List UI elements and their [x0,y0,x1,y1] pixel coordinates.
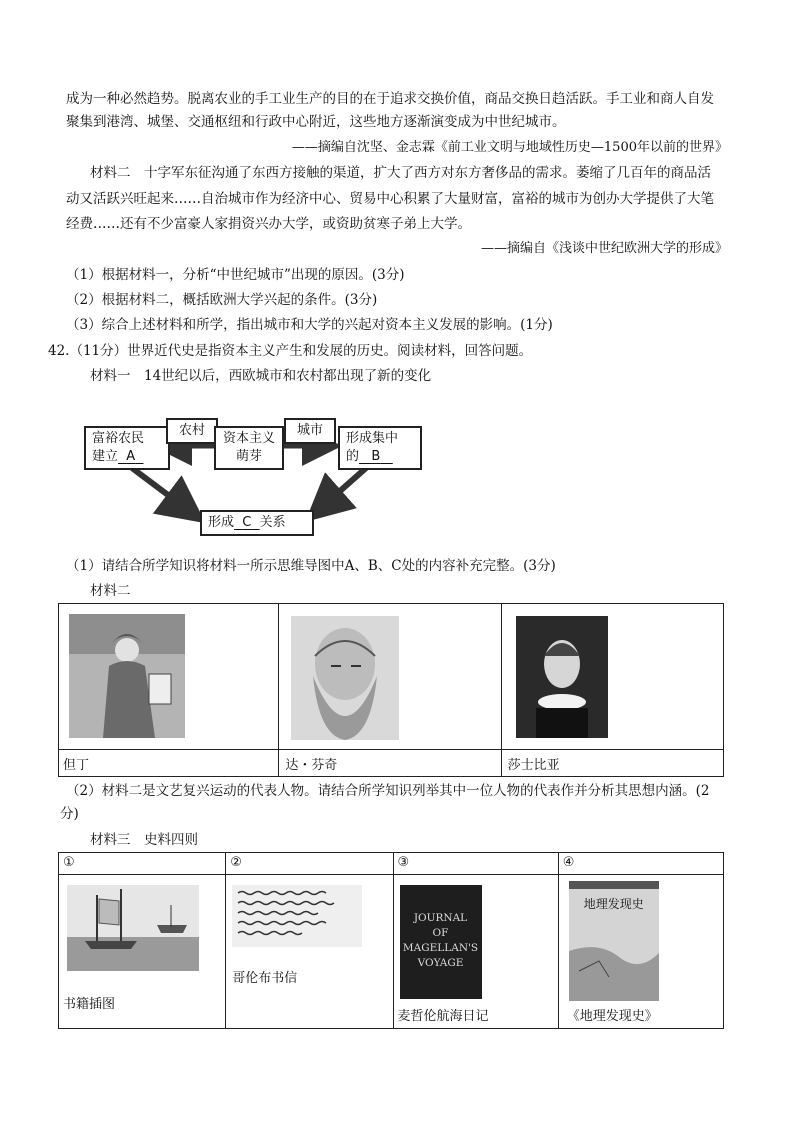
material-3-label: 材料三 史料四则 [90,832,198,848]
question-3: （3）综合上述材料和所学，指出城市和大学的兴起对资本主义发展的影响。(1分) [66,317,553,333]
question-2: （2）根据材料二，概括欧洲大学兴起的条件。(3分) [66,292,378,308]
dante-figure-icon [69,614,185,738]
right-node-prefix: 的 [346,449,360,464]
source-num-cell-2 [226,853,393,875]
right-node-line-1: 形成集中 [346,431,399,446]
book-cover-title: 地理发现史 [583,897,644,911]
source-number-1: ① [63,855,75,870]
journal-cover-line-4: VOYAGE [417,957,464,969]
geography-book-cover-image [569,881,659,1001]
mind-map-center-node [214,426,284,470]
center-node-line-1: 资本主义 [222,431,275,446]
mind-map-tag-city: 城市 [284,418,336,444]
figure-name-dante: 但丁 [63,758,90,773]
columbus-letter-image [232,885,362,947]
mind-map-left-node [84,426,170,470]
journal-cover-line-2: OF [432,927,449,939]
da-vinci-figure-icon [291,616,399,740]
blank-b: B [371,449,381,464]
figure-cell-shakespeare [501,604,723,750]
arrow-left-to-bottom [132,468,196,516]
question-42-heading: 42.（11分）世界近代史是指资本主义产生和发展的历史。阅读材料，回答问题。 [48,343,533,359]
ships-illustration-icon [67,885,199,971]
material-2-line-2: 动又活跃兴旺起来……自治城市作为经济中心、贸易中心积累了大量财富，富裕的城市为创办大学提供了大笔 [66,191,714,207]
source-cell-geography-book [558,875,723,1029]
source-number-2: ② [230,855,242,870]
figure-caption-cell-3 [501,750,723,777]
blank-c: C [242,515,252,530]
material-1-label: 材料一 14世纪以后，西欧城市和农村都出现了新的变化 [90,368,432,384]
left-node-prefix: 建立 [92,449,119,464]
figures-table [58,603,724,777]
journal-cover-line-3: MAGELLAN'S [402,942,479,954]
figure-cell-dante [59,604,279,750]
mind-map-tag-countryside: 农村 [166,418,218,444]
question-42-2-line-1: （2）材料二是文艺复兴运动的代表人物。请结合所学知识列举其中一位人物的代表作并分析其思想内涵。(2 [66,783,710,799]
source-num-cell-4 [558,853,723,875]
source-number-4: ④ [562,855,575,870]
material-2-line-1: 材料二 十字军东征沟通了东西方接触的渠道，扩大了西方对东方奢侈品的需求。萎缩了几百年的商品活 [90,165,711,181]
question-42-1: （1）请结合所学知识将材料一所示思维导图中A、B、C处的内容补充完整。(3分) [66,558,556,574]
source-caption-1: 书籍插图 [63,997,116,1012]
center-node-line-2: 萌芽 [235,449,262,464]
question-1: （1）根据材料一，分析“中世纪城市”出现的原因。(3分) [66,267,405,283]
left-node-line-1: 富裕农民 [92,431,145,446]
source-caption-2: 哥伦布书信 [232,971,298,986]
bottom-node-suffix: 关系 [259,515,286,530]
source-caption-4: 《地理发现史》 [566,1009,658,1024]
figure-name-shakespeare: 莎士比亚 [507,758,560,773]
source-citation-1: ——摘编自沈坚、金志霖《前工业文明与地域性历史—1500年以前的世界》 [291,140,728,155]
arrow-right-to-bottom [314,468,366,514]
source-cell-columbus-letter [226,875,393,1029]
sources-table [58,852,724,1029]
material-2-line-3: 经费……还有不少富豪人家捐资兴办大学，或资助贫寒子弟上大学。 [66,216,471,232]
mind-map-bottom-node [200,510,314,536]
intro-line-2: 聚集到港湾、城堡、交通枢纽和行政中心附近，这些地方逐渐演变成为中世纪城市。 [66,114,566,130]
da-vinci-portrait-image [291,616,399,740]
source-caption-3: 麦哲伦航海日记 [397,1009,489,1024]
shakespeare-portrait-image [516,616,608,738]
mind-map-right-node [338,426,422,470]
source-cell-magellan-journal [393,875,558,1029]
book-illustration-image [67,885,199,971]
journal-cover-line-1: JOURNAL [413,912,468,924]
figure-caption-cell-2 [279,750,501,777]
source-num-cell-3 [393,853,558,875]
source-citation-2: ——摘编自《浅谈中世纪欧洲大学的形成》 [480,241,728,256]
source-number-3: ③ [397,855,410,870]
bottom-node-prefix: 形成 [208,515,235,530]
figure-caption-cell-1 [59,750,279,777]
mind-map [70,408,450,538]
material-2-label: 材料二 [90,583,131,599]
blank-a: A [126,449,136,464]
source-cell-book-illustration [59,875,226,1029]
question-42-2-line-2: 分) [60,806,79,822]
magellan-journal-cover-image [400,885,482,999]
source-num-cell-1 [59,853,226,875]
figure-cell-da-vinci [279,604,501,750]
shakespeare-figure-icon [516,616,608,738]
figure-name-da-vinci: 达・芬奇 [285,758,338,773]
intro-line-1: 成为一种必然趋势。脱离农业的手工业生产的目的在于追求交换价值，商品交换日趋活跃。手工业和商人自发 [66,91,714,107]
dante-portrait-image [69,614,185,738]
handwritten-letter-icon [232,885,362,947]
